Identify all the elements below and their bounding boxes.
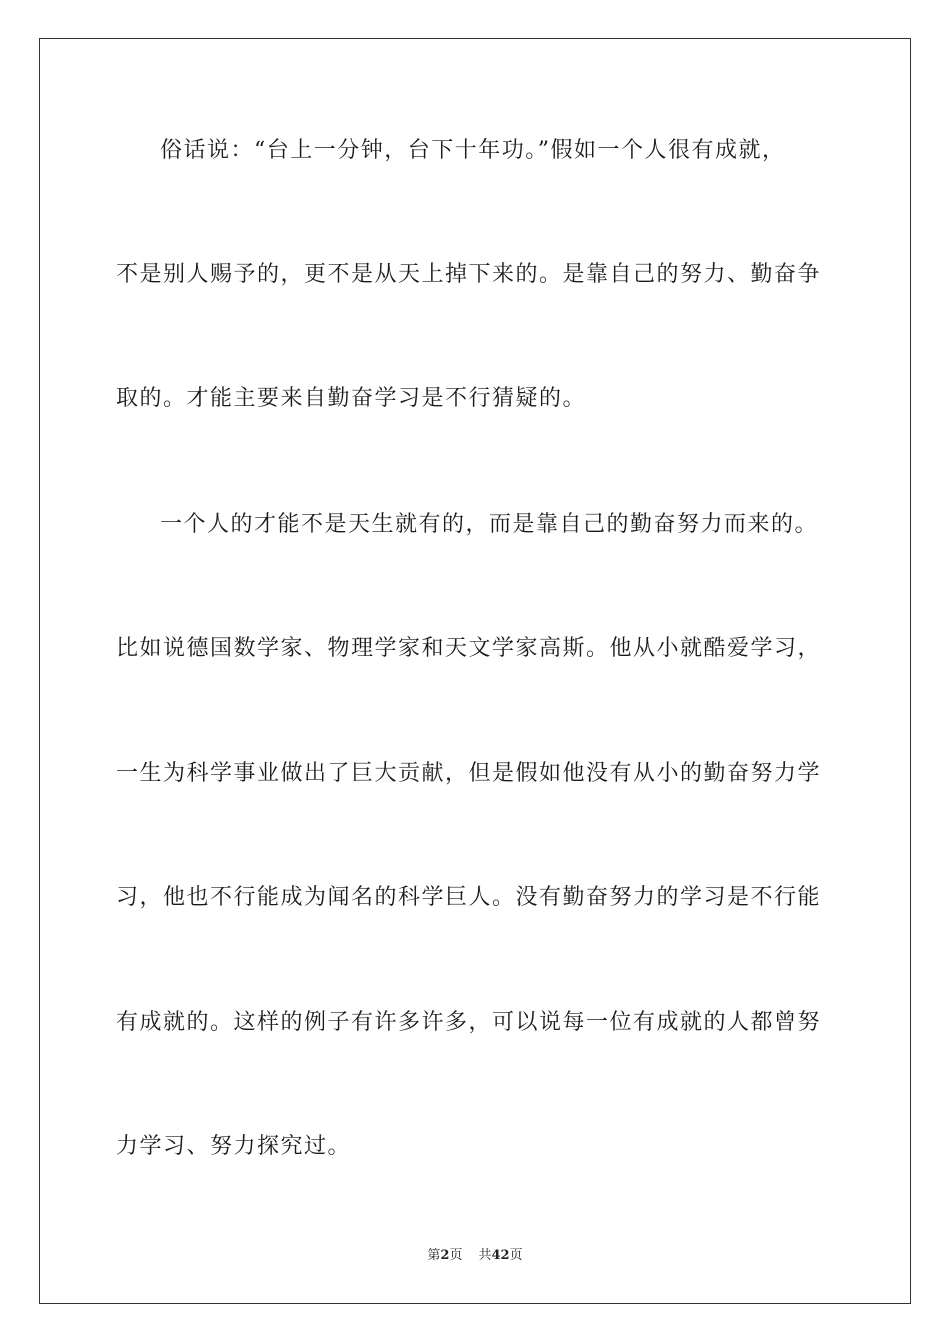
page-number: 2 [440,1248,450,1263]
paragraph-1-line-2: 不是别人赐予的，更不是从天上掉下来的。是靠自己的努力、勤奋争 [116,262,822,287]
total-pages-indicator [478,1248,522,1263]
paragraph-2-line-4: 习，他也不行能成为闻名的科学巨人。没有勤奋努力的学习是不行能 [116,885,822,910]
total-suffix: 页 [509,1248,523,1263]
paragraph-2-line-5: 有成就的。这样的例子有许多许多，可以说每一位有成就的人都曾努 [116,1010,822,1035]
page-indicator [427,1248,462,1263]
page-prefix: 第 [427,1248,441,1263]
paragraph-2-line-6: 力学习、努力探究过。 [116,1134,352,1159]
total-prefix: 共 [478,1248,492,1263]
total-pages: 42 [491,1248,510,1263]
paragraph-1-line-3: 取的。才能主要来自勤奋学习是不行猜疑的。 [116,386,587,411]
page-border [39,38,911,1304]
page-footer [0,1247,950,1265]
paragraph-2-line-1: 一个人的才能不是天生就有的，而是靠自己的勤奋努力而来的。 [160,512,819,537]
page-suffix: 页 [449,1248,463,1263]
paragraph-2-line-2: 比如说德国数学家、物理学家和天文学家高斯。他从小就酷爱学习， [116,636,822,661]
paragraph-1-line-1: 俗话说：“台上一分钟，台下十年功。”假如一个人很有成就， [160,138,786,163]
paragraph-2-line-3: 一生为科学事业做出了巨大贡献，但是假如他没有从小的勤奋努力学 [116,761,822,786]
